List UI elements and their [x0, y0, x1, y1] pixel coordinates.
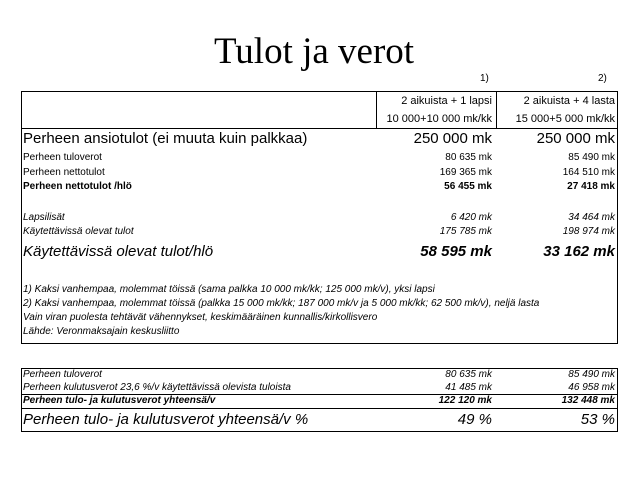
- tax-row-label: Perheen tuloverot: [23, 369, 102, 380]
- row-label: Lapsilisät: [23, 212, 65, 223]
- row-value: 80 635 mk: [445, 152, 492, 163]
- total-value-1: 49 %: [457, 411, 492, 428]
- row-value: 85 490 mk: [568, 152, 615, 163]
- tax-table: [21, 368, 618, 409]
- tax-row-value: 41 485 mk: [445, 382, 492, 393]
- tax-row-value: 122 120 mk: [438, 395, 492, 406]
- tax-row-label: Perheen kulutusverot 23,6 %/v käytettävissä olevista tuloista: [23, 382, 291, 393]
- row-label: Perheen nettotulot: [23, 167, 105, 178]
- row-label: Perheen nettotulot /hlö: [23, 181, 132, 192]
- row-value: 164 510 mk: [562, 167, 615, 178]
- income-value-2: 250 000 mk: [536, 130, 615, 147]
- tax-row-label: Perheen tulo- ja kulutusverot yhteensä/v: [23, 395, 216, 406]
- row-value: 56 455 mk: [444, 181, 492, 192]
- row-value: 198 974 mk: [562, 226, 615, 237]
- income-value-1: 250 000 mk: [413, 130, 492, 147]
- row-value: 27 418 mk: [567, 181, 615, 192]
- row-value: 6 420 mk: [450, 212, 492, 223]
- tax-row-value: 85 490 mk: [568, 369, 615, 380]
- total-label: Perheen tulo- ja kulutusverot yhteensä/v %: [23, 411, 309, 428]
- page-title: Tulot ja verot: [214, 31, 415, 72]
- row-label: Käytettävissä olevat tulot: [23, 226, 134, 237]
- total-row: [21, 409, 618, 432]
- income-label: Perheen ansiotulot (ei muuta kuin palkkaa): [23, 130, 308, 147]
- note: Vain viran puolesta tehtävät vähennykset, keskimääräinen kunnallis/kirkollisvero: [23, 312, 378, 323]
- footnote-mark-1: 1): [480, 73, 489, 84]
- column-divider: [376, 92, 377, 128]
- total-value-2: 53 %: [580, 411, 615, 428]
- disposable-label: Käytettävissä olevat tulot/hlö: [23, 243, 214, 260]
- row-value: 175 785 mk: [439, 226, 492, 237]
- column-divider: [496, 92, 497, 128]
- disposable-value-1: 58 595 mk: [420, 243, 492, 260]
- tax-row-value: 132 448 mk: [561, 395, 615, 406]
- column-1-header-line2: 10 000+10 000 mk/kk: [386, 113, 492, 125]
- tax-row-value: 80 635 mk: [445, 369, 492, 380]
- column-2-header-line2: 15 000+5 000 mk/kk: [515, 113, 615, 125]
- note: Lähde: Veronmaksajain keskusliitto: [23, 326, 180, 337]
- column-2-header-line1: 2 aikuista + 4 lasta: [523, 95, 615, 107]
- tax-row-value: 46 958 mk: [568, 382, 615, 393]
- note: 1) Kaksi vanhempaa, molemmat töissä (sama palkka 10 000 mk/kk; 125 000 mk/v), yksi lapsi: [23, 284, 435, 295]
- row-label: Perheen tuloverot: [23, 152, 102, 163]
- disposable-value-2: 33 162 mk: [543, 243, 615, 260]
- row-value: 169 365 mk: [439, 167, 492, 178]
- row-value: 34 464 mk: [568, 212, 615, 223]
- footnote-mark-2: 2): [598, 73, 607, 84]
- income-table: [21, 91, 618, 344]
- column-1-header-line1: 2 aikuista + 1 lapsi: [401, 95, 492, 107]
- note: 2) Kaksi vanhempaa, molemmat töissä (palkka 15 000 mk/kk; 187 000 mk/v ja 5 000 mk/kk; 62 500 mk/v), neljä lasta: [23, 298, 540, 309]
